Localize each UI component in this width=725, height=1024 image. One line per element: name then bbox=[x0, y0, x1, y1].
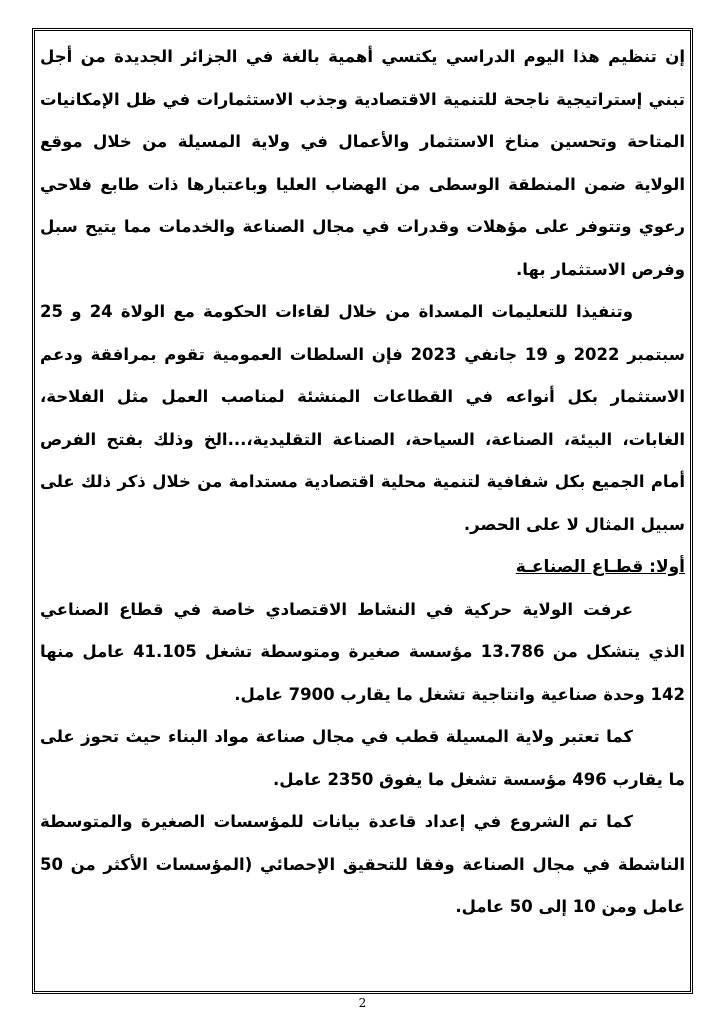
industry-paragraph: عرفت الولاية حركية في النشاط الاقتصادي خاصة في قطاع الصناعي الذي يتشكل من 13.786 مؤسسة صغيرة ومتوسطة تشغل 41.105 عامل منها 142 وحدة صناعية وانتاجية تشغل ما يقارب 7900 عامل. bbox=[40, 599, 685, 704]
page-number: 2 bbox=[358, 996, 367, 1010]
section-heading: أولا: قطـاع الصناعـة bbox=[515, 557, 685, 577]
instructions-paragraph: وتنفيذا للتعليمات المسداة من خلال لقاءات الحكومة مع الولاة 24 و 25 سبتمبر 2022 و 19 جانفي 2023 فإن السلطات العمومية تقوم بمرافقة ودعم الاستثمار بكل أنواعه في القطاعات المنشئة لمناصب العمل مثل الفلاحة، الغابات، البيئة، الصناعة، السياحة، الصناعة التقليدية،...الخ وذلك بفتح الفرص أمام الجميع بكل شفافية لتنمية محلية اقتصادية مستدامة من خلال ذكر ذلك على سبيل المثال لا على الحصر. bbox=[40, 302, 685, 534]
intro-paragraph: إن تنظيم هذا اليوم الدراسي يكتسي أهمية بالغة في الجزائر الجديدة من أجل تبني إستراتيجية ناجحة للتنمية الاقتصادية وجذب الاستثمارات في ظل الإمكانيات المتاحة وتحسين مناخ الاستثمار والأعمال في ولاية المسيلة من خلال موقع الولاية ضمن المنطقة الوسطى من الهضاب العليا وباعتبارها ذات طابع فلاحي رعوي وتتوفر على مؤهلات وقدرات في مجال الصناعة والخدمات مما يتيح سبل وفرص الاستثمار بها. bbox=[40, 47, 685, 279]
building-materials-paragraph: كما تعتبر ولاية المسيلة قطب في مجال صناعة مواد البناء حيث تحوز على ما يقارب 496 مؤسسة تشغل ما يفوق 2350 عامل. bbox=[40, 727, 685, 789]
document-body bbox=[40, 36, 685, 929]
database-paragraph: كما تم الشروع في إعداد قاعدة بيانات للمؤسسات الصغيرة والمتوسطة الناشطة في مجال الصناعة وفقا للتحقيق الإحصائي (المؤسسات الأكثر من 50 عامل ومن 10 إلى 50 عامل. bbox=[40, 812, 685, 916]
